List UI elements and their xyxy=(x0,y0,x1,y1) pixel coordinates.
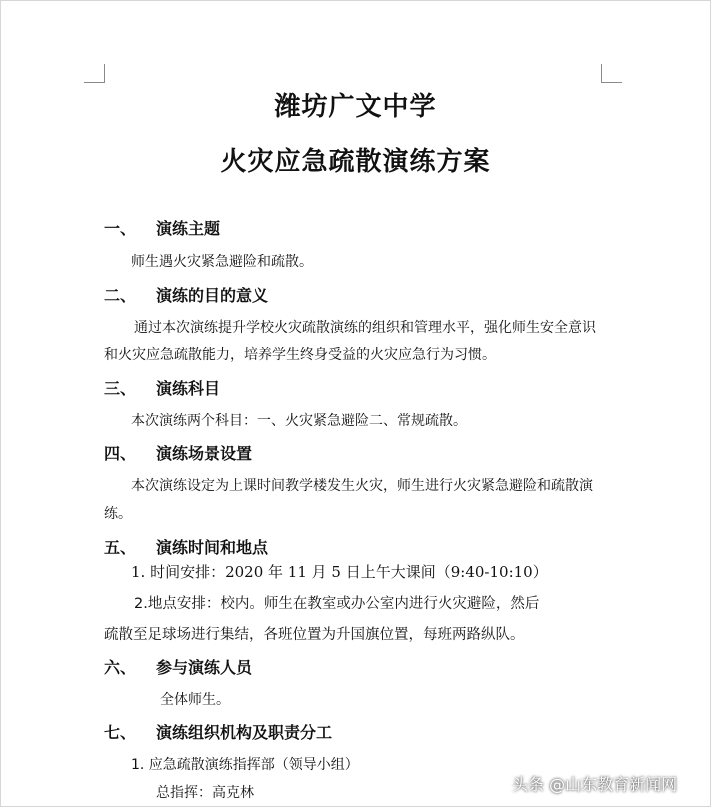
commander-line: 总指挥：高克林 xyxy=(156,785,254,801)
document-title: 火灾应急疏散演练方案 xyxy=(220,147,491,177)
section-number: 六、 xyxy=(104,658,137,677)
section-number: 三、 xyxy=(104,379,137,398)
section-number: 一、 xyxy=(104,219,137,238)
section-title: 参与演练人员 xyxy=(156,658,253,677)
section-heading-6 xyxy=(104,655,252,678)
section-title: 演练组织机构及职责分工 xyxy=(156,723,333,742)
section-number: 二、 xyxy=(104,286,137,305)
section-number: 四、 xyxy=(104,444,137,463)
section-title: 演练科目 xyxy=(156,379,221,398)
section-2-text-line-2: 和火灾应急疏散能力，培养学生终身受益的火灾应急行为习惯。 xyxy=(104,347,496,363)
section-title: 演练时间和地点 xyxy=(156,538,269,557)
margin-corner-mark-left xyxy=(84,64,105,83)
section-number: 五、 xyxy=(104,538,137,557)
section-3-text: 本次演练两个科目：一、火灾紧急避险二、常规疏散。 xyxy=(131,413,467,429)
section-2-text-line-1: 通过本次演练提升学校火灾疏散演练的组织和管理水平，强化师生安全意识 xyxy=(134,320,596,336)
section-heading-5 xyxy=(104,535,268,558)
section-title: 演练场景设置 xyxy=(156,444,253,463)
section-title: 演练主题 xyxy=(156,219,221,238)
section-title: 演练的目的意义 xyxy=(156,286,269,305)
section-heading-1 xyxy=(104,216,220,239)
section-heading-3 xyxy=(104,376,220,399)
schedule-location-line-2: 疏散至足球场进行集结，各班位置为升国旗位置，每班两路纵队。 xyxy=(104,627,525,643)
section-number: 七、 xyxy=(104,723,137,742)
section-heading-2 xyxy=(104,283,268,306)
schedule-time-item: 1. 时间安排：2020 年 11 月 5 日上午大课间（9:40-10:10） xyxy=(131,563,548,581)
section-heading-7 xyxy=(104,720,332,743)
watermark: 头条 @山东教育新闻网 xyxy=(512,775,678,794)
organization-item-1: 1. 应急疏散演练指挥部（领导小组） xyxy=(131,757,359,773)
section-4-text-line-1: 本次演练设定为上课时间教学楼发生火灾，师生进行火灾紧急避险和疏散演 xyxy=(131,478,593,494)
section-6-text: 全体师生。 xyxy=(160,692,230,708)
school-title: 潍坊广文中学 xyxy=(274,92,437,122)
margin-corner-mark-right xyxy=(601,64,622,83)
section-4-text-line-2: 练。 xyxy=(104,506,132,522)
section-1-text: 师生遇火灾紧急避险和疏散。 xyxy=(131,254,313,270)
section-heading-4 xyxy=(104,441,252,464)
schedule-location-line-1: 2.地点安排：校内。师生在教室或办公室内进行火灾避险，然后 xyxy=(134,596,540,612)
